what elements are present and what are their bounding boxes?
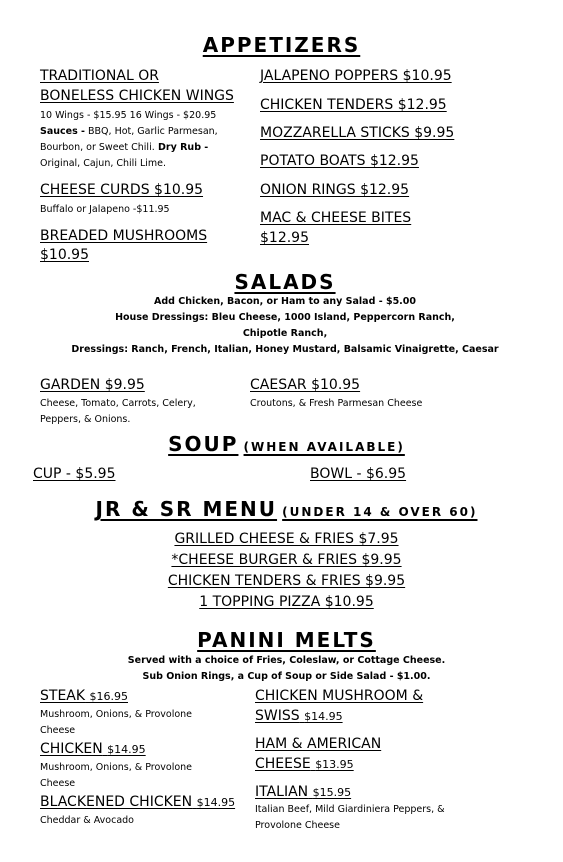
jrsr-heading-row (0, 497, 563, 521)
dry-rub-label: Dry Rub - (154, 142, 209, 153)
panini-italian (255, 783, 351, 802)
chicken-desc-2: Cheese (40, 778, 76, 789)
mac-cheese-bites-line1: MAC & CHEESE BITES (260, 210, 412, 226)
panini-steak (40, 687, 128, 706)
cheese-curds-desc: Buffalo or Jalapeno -$11.95 (40, 204, 170, 215)
panini-blackened-chicken (40, 793, 235, 812)
potato-boats: POTATO BOATS $12.95 (260, 153, 419, 169)
breaded-mushrooms-line1: BREADED MUSHROOMS (40, 228, 208, 244)
salads-note-add: Add Chicken, Bacon, or Ham to any Salad - $5.00 (153, 296, 417, 307)
jrsr-pizza: 1 TOPPING PIZZA $10.95 (199, 594, 374, 610)
ham-line2 (255, 755, 354, 774)
blackened-name: BLACKENED CHICKEN (40, 794, 193, 810)
panini-heading: PANINI MELTS (197, 628, 376, 652)
sauces-list: BBQ, Hot, Garlic Parmesan, (85, 126, 218, 137)
garden-salad: GARDEN $9.95 (40, 377, 145, 393)
chicken-name: CHICKEN (40, 741, 103, 757)
salads-note-chipotle: Chipotle Ranch, (242, 328, 328, 339)
jrsr-chicken-tenders: CHICKEN TENDERS & FRIES $9.95 (167, 573, 406, 589)
chicken-tenders: CHICKEN TENDERS $12.95 (260, 97, 447, 113)
breaded-mushrooms-line2: $10.95 (40, 247, 89, 263)
ham-line1: HAM & AMERICAN (255, 736, 382, 752)
salads-note-house: House Dressings: Bleu Cheese, 1000 Island, Peppercorn Ranch, (115, 312, 455, 323)
jrsr-heading: JR & SR MENU (95, 497, 278, 521)
steak-name: STEAK (40, 688, 86, 704)
garden-desc-2: Peppers, & Onions. (40, 414, 131, 425)
jrsr-cheese-burger: *CHEESE BURGER & FRIES $9.95 (171, 552, 402, 568)
blackened-price: $14.95 (196, 796, 236, 809)
ham-price: $13.95 (315, 758, 354, 771)
wings-title-line2: BONELESS CHICKEN WINGS (40, 88, 234, 104)
appetizers-heading: APPETIZERS (202, 33, 361, 57)
chicken-desc-1: Mushroom, Onions, & Provolone (40, 762, 193, 773)
garden-desc-1: Cheese, Tomato, Carrots, Celery, (40, 398, 196, 409)
italian-price: $15.95 (312, 786, 352, 799)
sauces-list-2: Bourbon, or Sweet Chili. (40, 142, 155, 153)
cms-line2 (255, 707, 343, 726)
chicken-price: $14.95 (107, 743, 146, 756)
soup-bowl: BOWL - $6.95 (310, 466, 407, 482)
salads-heading: SALADS (234, 270, 336, 294)
wings-desc (40, 108, 218, 172)
soup-heading-row (0, 432, 563, 456)
cms-price: $14.95 (304, 710, 343, 723)
italian-desc-2: Provolone Cheese (255, 820, 340, 831)
steak-desc-2: Cheese (40, 725, 76, 736)
wings-sauces-2 (40, 140, 218, 156)
wings-sauces (40, 124, 218, 140)
cheese-curds: CHEESE CURDS $10.95 (40, 182, 204, 198)
ham-name: CHEESE (255, 756, 311, 772)
panini-chicken (40, 740, 146, 759)
panini-note-choice: Served with a choice of Fries, Coleslaw, or Cottage Cheese. (127, 655, 446, 666)
soup-subheading: (WHEN AVAILABLE) (243, 440, 405, 454)
panini-note-sub: Sub Onion Rings, a Cup of Soup or Side Salad - $1.00. (142, 671, 431, 682)
soup-cup: CUP - $5.95 (33, 466, 116, 482)
dry-rub-list: Original, Cajun, Chili Lime. (40, 158, 167, 169)
onion-rings: ONION RINGS $12.95 (260, 182, 410, 198)
steak-desc-1: Mushroom, Onions, & Provolone (40, 709, 193, 720)
mozzarella-sticks: MOZZARELLA STICKS $9.95 (260, 125, 455, 141)
salads-note-dressings: Dressings: Ranch, French, Italian, Honey Mustard, Balsamic Vinaigrette, Caesar (71, 344, 499, 355)
mac-cheese-bites-line2: $12.95 (260, 230, 309, 246)
wings-title-line1: TRADITIONAL OR (40, 68, 159, 84)
italian-name: ITALIAN (255, 784, 309, 800)
sauces-label: Sauces - (40, 126, 85, 137)
italian-desc-1: Italian Beef, Mild Giardiniera Peppers, & (255, 804, 445, 815)
cms-name: SWISS (255, 708, 300, 724)
wings-prices: 10 Wings - $15.95 16 Wings - $20.95 (40, 110, 217, 121)
steak-price: $16.95 (89, 690, 128, 703)
caesar-salad: CAESAR $10.95 (250, 377, 361, 393)
soup-heading: SOUP (168, 432, 239, 456)
jrsr-subheading: (UNDER 14 & OVER 60) (282, 505, 478, 519)
caesar-desc: Croutons, & Fresh Parmesan Cheese (250, 398, 423, 409)
jalapeno-poppers: JALAPENO POPPERS $10.95 (260, 68, 452, 84)
cms-line1: CHICKEN MUSHROOM & (255, 688, 424, 704)
jrsr-grilled-cheese: GRILLED CHEESE & FRIES $7.95 (174, 531, 399, 547)
blackened-desc: Cheddar & Avocado (40, 815, 134, 826)
